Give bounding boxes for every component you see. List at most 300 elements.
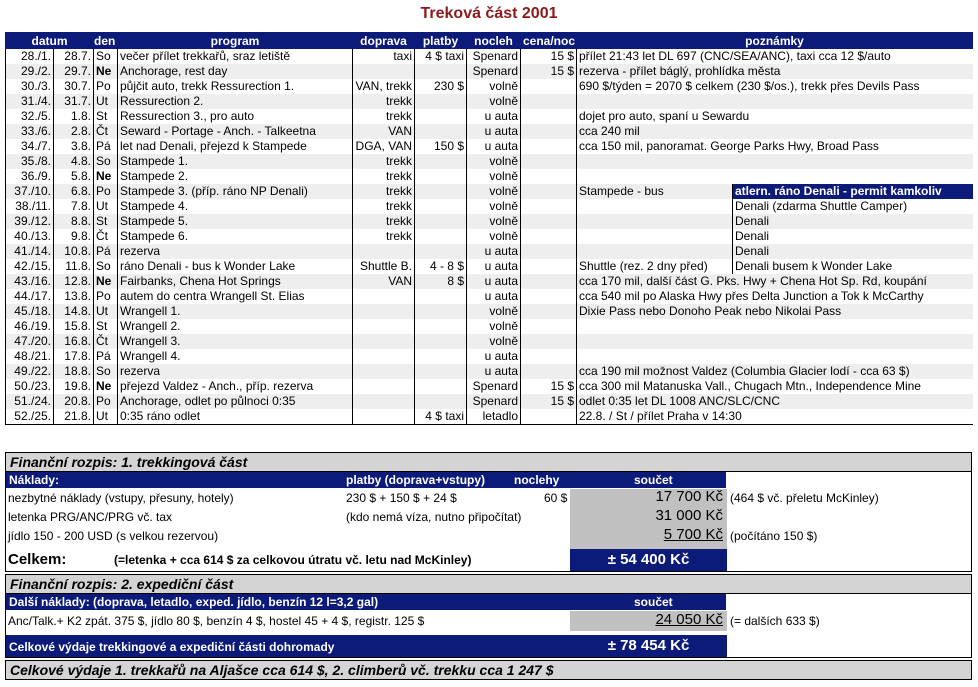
- cell-note: [577, 319, 973, 334]
- cell-day: Ne: [94, 379, 118, 394]
- table-row: [6, 139, 973, 154]
- finance-1-naklady-label: Náklady:: [9, 473, 60, 487]
- table-row: [6, 64, 973, 79]
- table-row: [6, 274, 973, 289]
- cell-index: 52./25.: [6, 409, 54, 425]
- cell-cena: [521, 244, 577, 259]
- cell-day: So: [94, 154, 118, 169]
- cell-nocleh: volně: [467, 214, 521, 229]
- cell-date: 1.8.: [54, 109, 94, 124]
- cell-cena: [521, 154, 577, 169]
- cell-platby: [415, 169, 467, 184]
- cell-program: Stampede 2.: [118, 169, 353, 184]
- cell-platby: [415, 94, 467, 109]
- finance-1-row-2-label: letenka PRG/ANC/PRG vč. tax: [8, 510, 173, 524]
- cell-note: cca 170 mil, další část G. Pks. Hwy + Chena Hot Sp. Rd, koupání: [577, 274, 973, 289]
- cell-day: Ut: [94, 304, 118, 319]
- cell-program: Wrangell 4.: [118, 349, 353, 364]
- cell-nocleh: volně: [467, 334, 521, 349]
- cell-program: Stampede 4.: [118, 199, 353, 214]
- finance-1-row-3-label: jídlo 150 - 200 USD (s velkou rezervou): [8, 529, 219, 543]
- cell-nocleh: Spenard: [467, 49, 521, 65]
- finance-1-row-3-soucet: 5 700 Kč: [663, 526, 723, 543]
- cell-index: 47./20.: [6, 334, 54, 349]
- cell-note-alt: atlern. ráno Denali - permit kamkoliv: [733, 184, 973, 199]
- cell-platby: [415, 334, 467, 349]
- cell-program: přejezd Valdez - Anch., příp. rezerva: [118, 379, 353, 394]
- cell-platby: [415, 244, 467, 259]
- cell-program: Wrangell 3.: [118, 334, 353, 349]
- cell-index: 42./15.: [6, 259, 54, 274]
- cell-platby: [415, 199, 467, 214]
- cell-note: [577, 214, 733, 229]
- cell-index: 40./13.: [6, 229, 54, 244]
- itinerary-table: [5, 32, 973, 425]
- page-title: Treková část 2001: [420, 5, 558, 22]
- cell-index: 44./17.: [6, 289, 54, 304]
- cell-program: ráno Denali - bus k Wonder Lake: [118, 259, 353, 274]
- cell-index: 34./7.: [6, 139, 54, 154]
- cell-index: 29./2.: [6, 64, 54, 79]
- cell-doprava: DGA, VAN: [353, 139, 415, 154]
- cell-note: Dixie Pass nebo Donoho Peak nebo Nikolai Pass: [577, 304, 973, 319]
- table-row: [6, 49, 973, 65]
- finance-2-row-note: (= dalších 633 $): [730, 614, 820, 628]
- cell-platby: [415, 229, 467, 244]
- cell-program: rezerva: [118, 244, 353, 259]
- table-row: [6, 124, 973, 139]
- cell-cena: [521, 259, 577, 274]
- cell-cena: [521, 334, 577, 349]
- cell-program: Stampede 5.: [118, 214, 353, 229]
- finance-2-heading: Finanční rozpis: 2. expediční část: [6, 575, 971, 594]
- finance-1-row-2-soucet: 31 000 Kč: [655, 507, 723, 524]
- cell-platby: [415, 319, 467, 334]
- cell-date: 13.8.: [54, 289, 94, 304]
- cell-program: 0:35 ráno odlet: [118, 409, 353, 425]
- cell-day: Ne: [94, 274, 118, 289]
- table-row: [6, 394, 973, 409]
- cell-platby: 8 $: [415, 274, 467, 289]
- cell-note: přílet 21:43 let DL 697 (CNC/SEA/ANC), taxi cca 12 $/auto: [577, 49, 973, 65]
- cell-platby: [415, 154, 467, 169]
- finance-1-row-2-platby: (kdo nemá víza, nutno připočítat): [346, 510, 522, 524]
- table-row: [6, 244, 973, 259]
- finance-1-total-value: ± 54 400 Kč: [570, 549, 727, 571]
- cell-program: Wrangell 2.: [118, 319, 353, 334]
- table-row: [6, 364, 973, 379]
- cell-index: 41./14.: [6, 244, 54, 259]
- footer-bar: [5, 660, 972, 680]
- cell-date: 3.8.: [54, 139, 94, 154]
- footer-text: Celkové výdaje 1. trekkařů na Aljašce cca 614 $, 2. climberů vč. trekku cca 1 247 $: [10, 662, 554, 678]
- cell-nocleh: volně: [467, 319, 521, 334]
- cell-doprava: trekk: [353, 169, 415, 184]
- cell-index: 31./4.: [6, 94, 54, 109]
- cell-program: Wrangell 1.: [118, 304, 353, 319]
- header-nocleh: nocleh: [467, 33, 521, 49]
- table-row: [6, 94, 973, 109]
- header-den: den: [94, 33, 118, 49]
- cell-date: 2.8.: [54, 124, 94, 139]
- cell-doprava: trekk: [353, 109, 415, 124]
- cell-note-alt: Denali (zdarma Shuttle Camper): [733, 199, 973, 214]
- cell-note: rezerva - přílet báglý, prohlídka města: [577, 64, 973, 79]
- cell-platby: [415, 124, 467, 139]
- cell-doprava: trekk: [353, 94, 415, 109]
- cell-doprava: VAN: [353, 274, 415, 289]
- cell-date: 28.7.: [54, 49, 94, 65]
- cell-note: Stampede - bus: [577, 184, 733, 199]
- cell-cena: [521, 229, 577, 244]
- cell-index: 35./8.: [6, 154, 54, 169]
- finance-2-header-bar: [6, 594, 726, 610]
- cell-nocleh: Spenard: [467, 64, 521, 79]
- table-row: [6, 169, 973, 184]
- cell-date: 7.8.: [54, 199, 94, 214]
- cell-cena: [521, 319, 577, 334]
- cell-note: [577, 229, 733, 244]
- cell-doprava: VAN: [353, 124, 415, 139]
- cell-day: Po: [94, 184, 118, 199]
- finance-1-header-bar: [6, 472, 726, 488]
- cell-doprava: [353, 379, 415, 394]
- cell-note-alt: Denali: [733, 244, 973, 259]
- cell-nocleh: volně: [467, 94, 521, 109]
- cell-cena: [521, 199, 577, 214]
- finance-1-noclehy-label: noclehy: [514, 473, 560, 487]
- cell-index: 38./11.: [6, 199, 54, 214]
- cell-note: 22.8. / St / přílet Praha v 14:30: [577, 409, 973, 425]
- cell-platby: [415, 379, 467, 394]
- cell-index: 39./12.: [6, 214, 54, 229]
- cell-day: Ne: [94, 169, 118, 184]
- finance-section-1: [5, 452, 972, 572]
- cell-cena: [521, 184, 577, 199]
- cell-doprava: [353, 334, 415, 349]
- cell-note: cca 300 mil Matanuska Vall., Chugach Mtn., Independence Mine: [577, 379, 973, 394]
- cell-program: Stampede 1.: [118, 154, 353, 169]
- cell-cena: [521, 124, 577, 139]
- table-row: [6, 349, 973, 364]
- finance-1-row-1-platby: 230 $ + 150 $ + 24 $: [346, 491, 457, 505]
- finance-2-total-label: Celkové výdaje trekkingové a expediční části dohromady: [9, 640, 335, 654]
- cell-cena: [521, 349, 577, 364]
- cell-doprava: Shuttle B.: [353, 259, 415, 274]
- finance-1-soucet-label: součet: [634, 473, 673, 487]
- cell-index: 37./10.: [6, 184, 54, 199]
- cell-date: 21.8.: [54, 409, 94, 425]
- cell-nocleh: volně: [467, 154, 521, 169]
- cell-doprava: [353, 304, 415, 319]
- cell-cena: [521, 109, 577, 124]
- cell-day: St: [94, 109, 118, 124]
- table-header: [6, 33, 973, 49]
- cell-nocleh: u auta: [467, 139, 521, 154]
- table-row: [6, 109, 973, 124]
- cell-program: Ressurection 2.: [118, 94, 353, 109]
- cell-note: [577, 244, 733, 259]
- cell-index: 28./1.: [6, 49, 54, 65]
- cell-doprava: [353, 319, 415, 334]
- cell-date: 14.8.: [54, 304, 94, 319]
- cell-date: 29.7.: [54, 64, 94, 79]
- cell-index: 51./24.: [6, 394, 54, 409]
- cell-doprava: [353, 244, 415, 259]
- cell-program: půjčit auto, trekk Ressurection 1.: [118, 79, 353, 94]
- cell-platby: [415, 109, 467, 124]
- cell-day: Ne: [94, 64, 118, 79]
- cell-program: Stampede 3. (příp. ráno NP Denali): [118, 184, 353, 199]
- cell-note: [577, 154, 973, 169]
- cell-nocleh: u auta: [467, 349, 521, 364]
- cell-doprava: [353, 64, 415, 79]
- cell-day: Pá: [94, 244, 118, 259]
- cell-cena: 15 $: [521, 379, 577, 394]
- cell-note: [577, 169, 973, 184]
- cell-date: 19.8.: [54, 379, 94, 394]
- cell-cena: [521, 79, 577, 94]
- cell-day: Po: [94, 289, 118, 304]
- cell-doprava: trekk: [353, 199, 415, 214]
- cell-nocleh: u auta: [467, 289, 521, 304]
- cell-nocleh: volně: [467, 199, 521, 214]
- cell-note: [577, 94, 973, 109]
- cell-nocleh: Spenard: [467, 379, 521, 394]
- cell-program: Anchorage, rest day: [118, 64, 353, 79]
- cell-cena: 15 $: [521, 64, 577, 79]
- cell-index: 50./23.: [6, 379, 54, 394]
- cell-date: 10.8.: [54, 244, 94, 259]
- cell-platby: [415, 364, 467, 379]
- cell-doprava: trekk: [353, 184, 415, 199]
- cell-index: 30./3.: [6, 79, 54, 94]
- cell-day: Čt: [94, 124, 118, 139]
- cell-nocleh: u auta: [467, 274, 521, 289]
- cell-day: Ut: [94, 199, 118, 214]
- cell-note: 690 $/týden = 2070 $ celkem (230 $/os.), trekk přes Devils Pass: [577, 79, 973, 94]
- cell-program: Stampede 6.: [118, 229, 353, 244]
- table-row: [6, 334, 973, 349]
- finance-2-total-value: ± 78 454 Kč: [607, 637, 690, 654]
- cell-nocleh: volně: [467, 169, 521, 184]
- table-row: [6, 259, 973, 274]
- finance-1-platby-label: platby (doprava+vstupy): [346, 473, 486, 487]
- cell-note-alt: Denali: [733, 214, 973, 229]
- finance-1-total-label: Celkem:: [8, 551, 67, 568]
- cell-program: večer přílet trekkařů, sraz letiště: [118, 49, 353, 65]
- cell-date: 16.8.: [54, 334, 94, 349]
- cell-program: let nad Denali, přejezd k Stampede: [118, 139, 353, 154]
- cell-nocleh: u auta: [467, 364, 521, 379]
- cell-cena: [521, 364, 577, 379]
- cell-platby: [415, 184, 467, 199]
- cell-nocleh: volně: [467, 229, 521, 244]
- cell-date: 11.8.: [54, 259, 94, 274]
- cell-cena: 15 $: [521, 49, 577, 65]
- cell-day: So: [94, 364, 118, 379]
- cell-day: St: [94, 319, 118, 334]
- cell-cena: [521, 304, 577, 319]
- cell-note: cca 190 mil možnost Valdez (Columbia Glacier lodí - cca 63 $): [577, 364, 973, 379]
- cell-day: Pá: [94, 139, 118, 154]
- cell-day: Čt: [94, 229, 118, 244]
- finance-1-row-1-note: (464 $ vč. přeletu McKinley): [730, 491, 879, 505]
- cell-index: 43./16.: [6, 274, 54, 289]
- cell-cena: [521, 94, 577, 109]
- cell-doprava: VAN, trekk: [353, 79, 415, 94]
- cell-day: Ut: [94, 94, 118, 109]
- cell-platby: [415, 349, 467, 364]
- cell-program: Ressurection 3., pro auto: [118, 109, 353, 124]
- cell-nocleh: letadlo: [467, 409, 521, 425]
- finance-1-row-1-noclehy: 60 $: [544, 491, 568, 505]
- cell-day: Po: [94, 394, 118, 409]
- cell-program: Seward - Portage - Anch. - Talkeetna: [118, 124, 353, 139]
- table-row: [6, 229, 973, 244]
- cell-program: Anchorage, odlet po půlnoci 0:35: [118, 394, 353, 409]
- cell-platby: [415, 304, 467, 319]
- cell-platby: [415, 64, 467, 79]
- cell-date: 30.7.: [54, 79, 94, 94]
- finance-2-row-soucet: 24 050 Kč: [655, 611, 723, 628]
- cell-date: 18.8.: [54, 364, 94, 379]
- cell-date: 20.8.: [54, 394, 94, 409]
- cell-note: cca 240 mil: [577, 124, 973, 139]
- header-datum: datum: [6, 33, 94, 49]
- cell-doprava: [353, 289, 415, 304]
- cell-index: 46./19.: [6, 319, 54, 334]
- cell-note: cca 150 mil, panoramat. George Parks Hwy, Broad Pass: [577, 139, 973, 154]
- cell-day: So: [94, 49, 118, 65]
- table-row: [6, 154, 973, 169]
- table-row: [6, 319, 973, 334]
- header-program: program: [118, 33, 353, 49]
- cell-cena: [521, 139, 577, 154]
- header-cena: cena/noc: [521, 33, 577, 49]
- cell-platby: 4 $ taxi: [415, 409, 467, 425]
- cell-platby: 4 - 8 $: [415, 259, 467, 274]
- cell-nocleh: volně: [467, 79, 521, 94]
- cell-day: Čt: [94, 334, 118, 349]
- table-row: [6, 214, 973, 229]
- cell-date: 6.8.: [54, 184, 94, 199]
- header-poznamky: poznámky: [577, 33, 973, 49]
- cell-date: 15.8.: [54, 319, 94, 334]
- cell-day: Po: [94, 79, 118, 94]
- cell-date: 17.8.: [54, 349, 94, 364]
- cell-index: 49./22.: [6, 364, 54, 379]
- cell-platby: 150 $: [415, 139, 467, 154]
- cell-doprava: trekk: [353, 229, 415, 244]
- cell-program: Fairbanks, Chena Hot Springs: [118, 274, 353, 289]
- finance-2-soucet-label: součet: [634, 595, 673, 609]
- header-doprava: doprava: [353, 33, 415, 49]
- finance-1-row-3-note: (počítáno 150 $): [730, 529, 818, 543]
- cell-index: 32./5.: [6, 109, 54, 124]
- table-row: [6, 184, 973, 199]
- table-row: [6, 199, 973, 214]
- cell-platby: 230 $: [415, 79, 467, 94]
- cell-note-alt: Denali: [733, 229, 973, 244]
- table-row: [6, 304, 973, 319]
- cell-note-alt: Denali busem k Wonder Lake: [733, 259, 973, 274]
- cell-index: 45./18.: [6, 304, 54, 319]
- cell-cena: 15 $: [521, 394, 577, 409]
- cell-cena: [521, 289, 577, 304]
- cell-nocleh: u auta: [467, 124, 521, 139]
- cell-platby: [415, 289, 467, 304]
- cell-date: 5.8.: [54, 169, 94, 184]
- cell-day: So: [94, 259, 118, 274]
- cell-date: 9.8.: [54, 229, 94, 244]
- cell-date: 31.7.: [54, 94, 94, 109]
- cell-note: [577, 199, 733, 214]
- cell-doprava: trekk: [353, 214, 415, 229]
- cell-nocleh: volně: [467, 184, 521, 199]
- cell-note: [577, 334, 973, 349]
- finance-2-naklady-label: Další náklady: (doprava, letadlo, exped. jídlo, benzín 12 l=3,2 gal): [9, 595, 379, 609]
- finance-1-total-note: (=letenka + cca 614 $ za celkovou útratu vč. letu nad McKinley): [114, 553, 472, 567]
- finance-1-row-1-soucet: 17 700 Kč: [655, 488, 723, 505]
- finance-section-2: [5, 574, 972, 658]
- cell-doprava: taxi: [353, 49, 415, 65]
- cell-index: 48./21.: [6, 349, 54, 364]
- finance-1-row-1-label: nezbytné náklady (vstupy, přesuny, hotely): [8, 491, 234, 505]
- cell-doprava: [353, 394, 415, 409]
- table-row: [6, 379, 973, 394]
- cell-nocleh: volně: [467, 304, 521, 319]
- cell-note: odlet 0:35 let DL 1008 ANC/SLC/CNC: [577, 394, 973, 409]
- table-row: [6, 409, 973, 425]
- cell-date: 8.8.: [54, 214, 94, 229]
- cell-program: rezerva: [118, 364, 353, 379]
- cell-doprava: [353, 364, 415, 379]
- cell-platby: [415, 394, 467, 409]
- cell-platby: 4 $ taxi: [415, 49, 467, 65]
- cell-nocleh: u auta: [467, 259, 521, 274]
- cell-platby: [415, 214, 467, 229]
- cell-doprava: [353, 409, 415, 425]
- cell-note: [577, 349, 973, 364]
- cell-nocleh: u auta: [467, 244, 521, 259]
- cell-cena: [521, 274, 577, 289]
- cell-cena: [521, 409, 577, 425]
- cell-nocleh: u auta: [467, 109, 521, 124]
- cell-note: dojet pro auto, spaní u Sewardu: [577, 109, 973, 124]
- cell-nocleh: Spenard: [467, 394, 521, 409]
- cell-cena: [521, 214, 577, 229]
- cell-doprava: trekk: [353, 154, 415, 169]
- cell-date: 12.8.: [54, 274, 94, 289]
- finance-1-heading: Finanční rozpis: 1. trekkingová část: [6, 453, 971, 472]
- cell-index: 36./9.: [6, 169, 54, 184]
- cell-note: cca 540 mil po Alaska Hwy přes Delta Junction a Tok k McCarthy: [577, 289, 973, 304]
- cell-day: St: [94, 214, 118, 229]
- cell-note: Shuttle (rez. 2 dny před): [577, 259, 733, 274]
- table-row: [6, 79, 973, 94]
- cell-date: 4.8.: [54, 154, 94, 169]
- cell-day: Ut: [94, 409, 118, 425]
- table-row: [6, 289, 973, 304]
- cell-day: Pá: [94, 349, 118, 364]
- cell-program: autem do centra Wrangell St. Elias: [118, 289, 353, 304]
- cell-index: 33./6.: [6, 124, 54, 139]
- header-platby: platby: [415, 33, 467, 49]
- finance-2-row-label: Anc/Talk.+ K2 zpát. 375 $, jídlo 80 $, benzín 4 $, hostel 45 + 4 $, registr. 125 $: [8, 614, 425, 628]
- cell-doprava: [353, 349, 415, 364]
- cell-cena: [521, 169, 577, 184]
